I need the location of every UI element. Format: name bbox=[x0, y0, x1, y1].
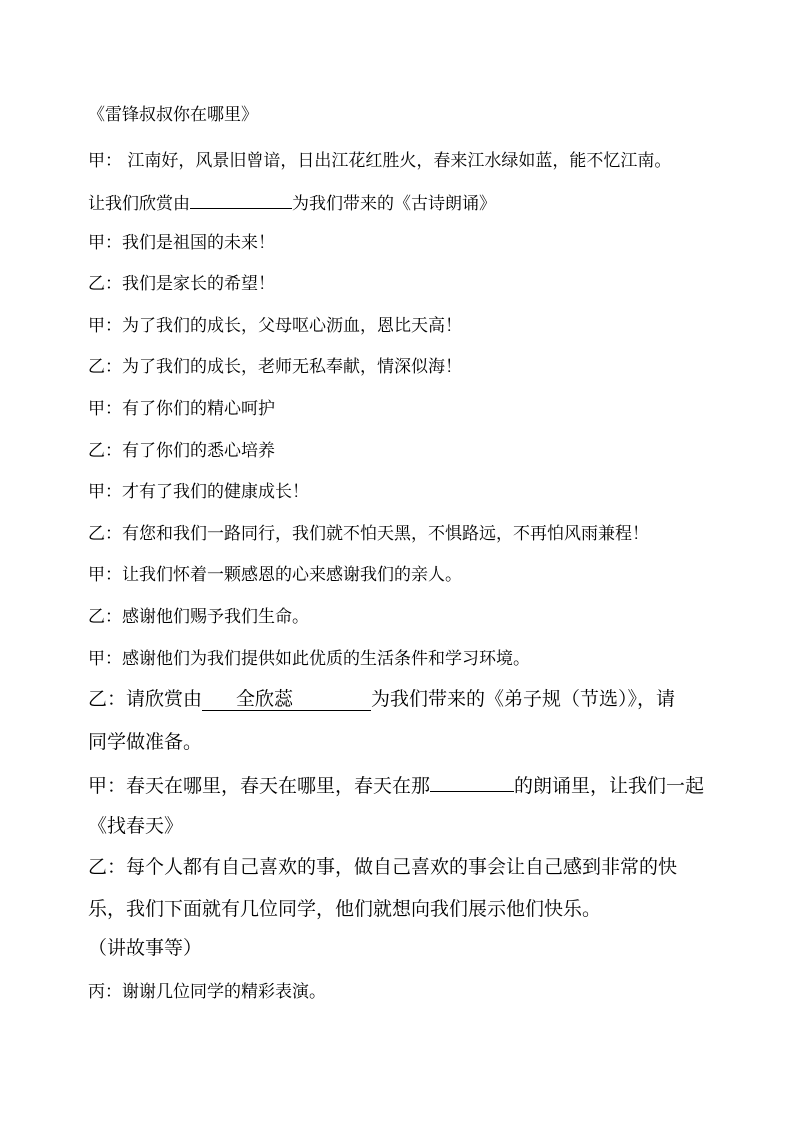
dialogue-line: 甲： 江南好，风景旧曾谙，日出江花红胜火，春来江水绿如蓝，能不忆江南。 bbox=[88, 151, 672, 171]
line-text: 为我们带来的《弟子规（节选）》，请 bbox=[371, 688, 676, 710]
fill-in-blank bbox=[190, 190, 292, 209]
document-title: 《雷锋叔叔你在哪里》 bbox=[88, 105, 258, 125]
line-text: 甲：春天在哪里，春天在哪里，春天在那 bbox=[88, 775, 431, 797]
dialogue-line: 甲：我们是祖国的未来！ bbox=[88, 233, 275, 253]
dialogue-line-with-blank bbox=[88, 773, 704, 797]
dialogue-line: 甲：有了你们的精心呵护 bbox=[88, 399, 275, 419]
dialogue-line: 乙：为了我们的成长，老师无私奉献，情深似海！ bbox=[88, 357, 462, 377]
dialogue-line: 甲：让我们怀着一颗感恩的心来感谢我们的亲人。 bbox=[88, 565, 462, 585]
line-text: 乙：请欣赏由 bbox=[88, 688, 203, 710]
line-text: 的朗诵里，让我们一起 bbox=[514, 775, 705, 797]
fill-in-blank bbox=[430, 773, 514, 792]
dialogue-line: 乙：感谢他们赐予我们生命。 bbox=[88, 607, 309, 627]
dialogue-line: 乙：有了你们的悉心培养 bbox=[88, 441, 275, 461]
dialogue-line: 同学做准备。 bbox=[88, 731, 203, 753]
dialogue-line: 乙：我们是家长的希望！ bbox=[88, 274, 275, 294]
dialogue-line: 乙：有您和我们一路同行，我们就不怕天黑，不惧路远，不再怕风雨兼程！ bbox=[88, 524, 649, 544]
dialogue-line: 甲：为了我们的成长，父母呕心沥血，恩比天高！ bbox=[88, 316, 462, 336]
dialogue-line: 甲：才有了我们的健康成长！ bbox=[88, 482, 309, 502]
filled-blank-name: 全欣蕊 bbox=[202, 688, 371, 711]
dialogue-line: 乐，我们下面就有几位同学，他们就想向我们展示他们快乐。 bbox=[88, 898, 602, 920]
line-text: 为我们带来的《古诗朗诵》 bbox=[292, 194, 496, 214]
dialogue-line-with-blank bbox=[88, 688, 675, 711]
dialogue-line: 《找春天》 bbox=[88, 815, 184, 837]
dialogue-line-with-blank bbox=[88, 190, 496, 215]
line-text: 让我们欣赏由 bbox=[88, 194, 190, 214]
stage-direction: （讲故事等） bbox=[88, 937, 203, 959]
dialogue-line: 甲：感谢他们为我们提供如此优质的生活条件和学习环境。 bbox=[88, 649, 530, 669]
dialogue-line: 丙：谢谢几位同学的精彩表演。 bbox=[88, 982, 326, 1002]
dialogue-line: 乙：每个人都有自己喜欢的事，做自己喜欢的事会让自己感到非常的快 bbox=[88, 856, 678, 878]
